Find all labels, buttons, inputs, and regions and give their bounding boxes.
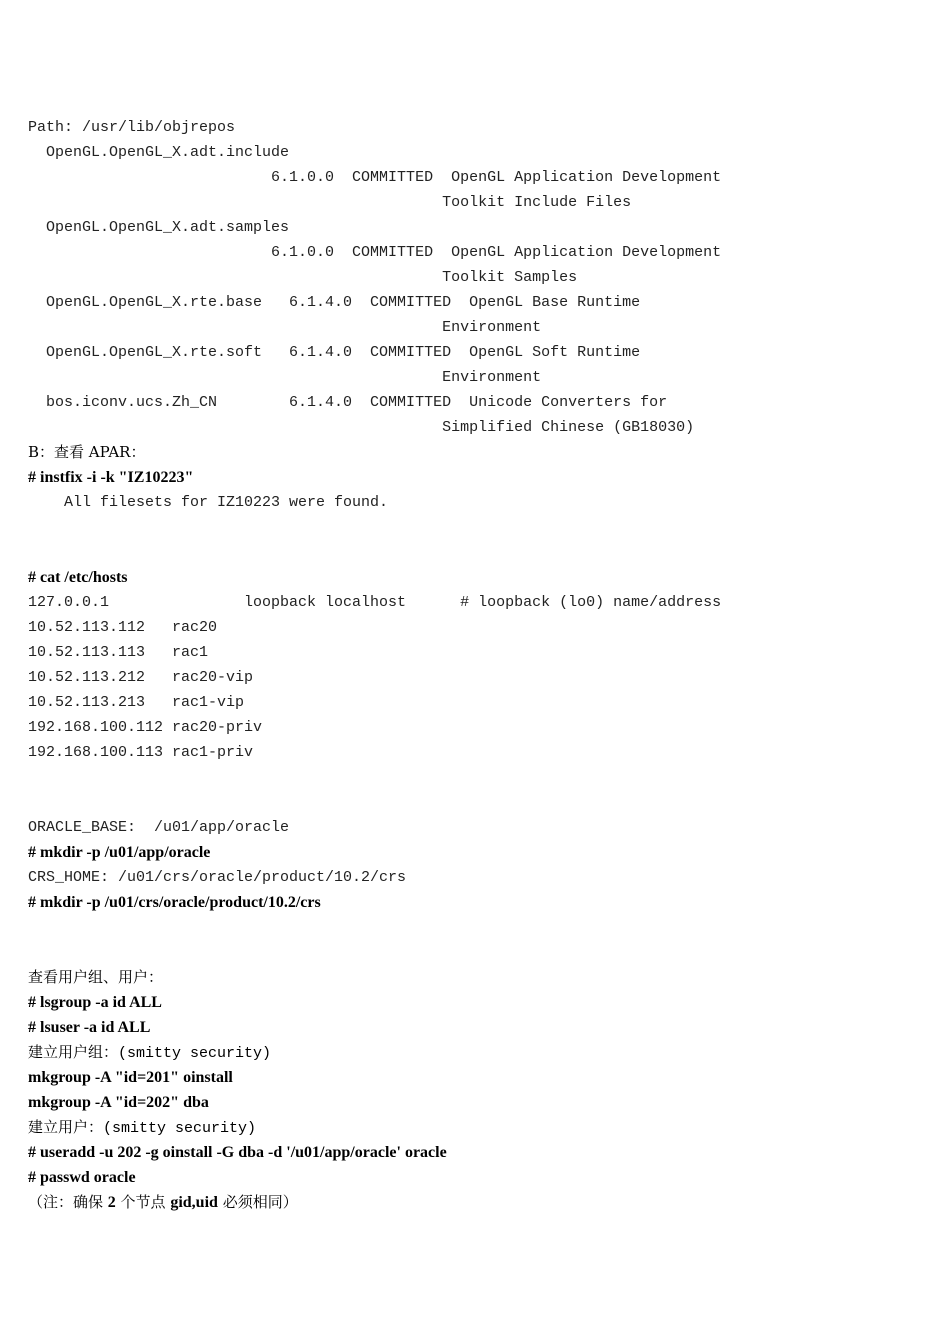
section-8-heading <box>28 540 928 565</box>
note-ids: gid,uid <box>170 1194 218 1211</box>
hosts-entry: 127.0.0.1 loopback localhost # loopback (lo0) name/address <box>28 594 722 611</box>
output-line: OpenGL.OpenGL_X.rte.soft 6.1.4.0 COMMITTED OpenGL Soft Runtime <box>28 344 641 361</box>
output-line: Toolkit Samples <box>28 269 578 286</box>
mkgroup-oinstall-command: mkgroup -A "id=201" oinstall <box>28 1069 233 1086</box>
output-line: OpenGL.OpenGL_X.rte.base 6.1.4.0 COMMITTED OpenGL Base Runtime <box>28 294 641 311</box>
create-group-label <box>28 1040 928 1065</box>
spacer <box>28 515 928 540</box>
label-text: 建立用户组： <box>28 1043 119 1061</box>
output-line: OpenGL.OpenGL_X.adt.samples <box>28 219 290 236</box>
output-line: Environment <box>28 319 542 336</box>
mkgroup-dba-command: mkgroup -A "id=202" dba <box>28 1094 209 1111</box>
hosts-entry: 10.52.113.113 rac1 <box>28 644 209 661</box>
hosts-entry: 10.52.113.212 rac20-vip <box>28 669 254 686</box>
document-page <box>28 115 928 1215</box>
cat-hosts-command: # cat /etc/hosts <box>28 569 128 586</box>
view-users-label: 查看用户组、用户： <box>28 968 164 986</box>
output-line: Environment <box>28 369 542 386</box>
smitty-hint: (smitty security) <box>103 1120 257 1137</box>
output-line: bos.iconv.ucs.Zh_CN 6.1.4.0 COMMITTED Unicode Converters for <box>28 394 668 411</box>
useradd-command: # useradd -u 202 -g oinstall -G dba -d '/u01/app/oracle' oracle <box>28 1144 447 1161</box>
output-line: OpenGL.OpenGL_X.adt.include <box>28 144 290 161</box>
output-line: 6.1.0.0 COMMITTED OpenGL Application Development <box>28 169 722 186</box>
hosts-list <box>28 590 928 765</box>
hosts-entry: 10.52.113.213 rac1-vip <box>28 694 245 711</box>
crs-home-line: CRS_HOME: /u01/crs/oracle/product/10.2/crs <box>28 869 407 886</box>
lsgroup-command: # lsgroup -a id ALL <box>28 994 162 1011</box>
output-line: Simplified Chinese (GB18030) <box>28 419 695 436</box>
hosts-entry: 192.168.100.112 rac20-priv <box>28 719 263 736</box>
spacer <box>28 915 928 940</box>
spacer <box>28 765 928 790</box>
uid-gid-note <box>28 1190 928 1215</box>
section-9-heading <box>28 790 928 815</box>
instfix-result: All filesets for IZ10223 were found. <box>28 494 389 511</box>
output-line: Toolkit Include Files <box>28 194 632 211</box>
oracle-base-line: ORACLE_BASE: /u01/app/oracle <box>28 819 290 836</box>
smitty-hint: (smitty security) <box>118 1045 272 1062</box>
mkdir-oracle-command: # mkdir -p /u01/app/oracle <box>28 844 211 861</box>
output-line: 6.1.0.0 COMMITTED OpenGL Application Development <box>28 244 722 261</box>
instfix-command: # instfix -i -k "IZ10223" <box>28 469 194 486</box>
lslpp-output <box>28 115 928 440</box>
note-number: 2 <box>107 1194 116 1211</box>
hosts-entry: 192.168.100.113 rac1-priv <box>28 744 254 761</box>
label-text: 建立用户： <box>28 1118 104 1136</box>
output-line: Path: /usr/lib/objrepos <box>28 119 236 136</box>
lsuser-command: # lsuser -a id ALL <box>28 1019 151 1036</box>
note-text: （注：确保 <box>28 1193 108 1211</box>
note-text: 个节点 <box>115 1193 171 1211</box>
hosts-entry: 10.52.113.112 rac20 <box>28 619 218 636</box>
create-user-label <box>28 1115 928 1140</box>
passwd-command: # passwd oracle <box>28 1169 136 1186</box>
section-10-heading <box>28 940 928 965</box>
apar-label: B：查看 APAR： <box>28 443 146 461</box>
note-text: 必须相同） <box>217 1193 298 1211</box>
mkdir-crs-command: # mkdir -p /u01/crs/oracle/product/10.2/crs <box>28 894 321 911</box>
